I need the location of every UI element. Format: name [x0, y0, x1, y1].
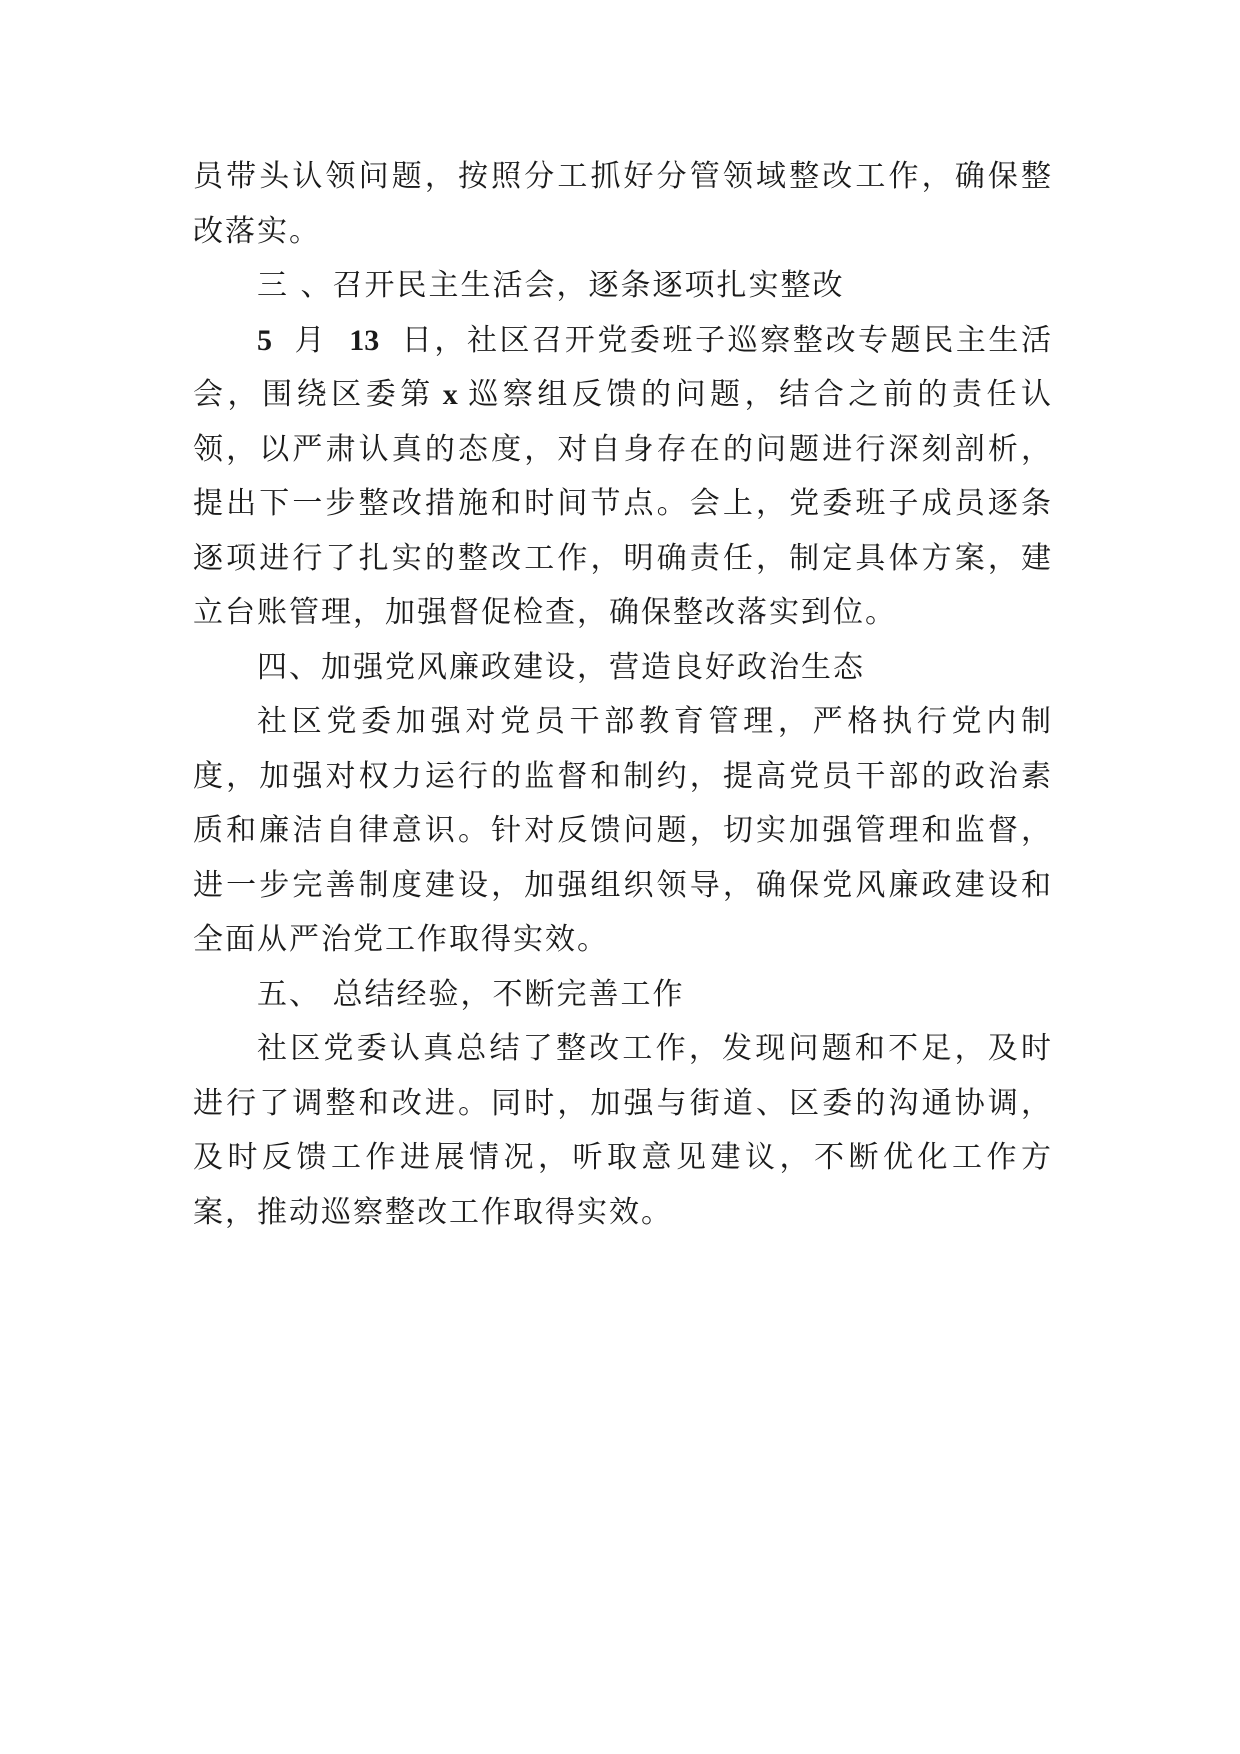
paragraph-text-b: 巡察组反馈的问题，结合之前的责任认领，以严肃认真的态度，对自身存在的问题进行深刻剖析，提出下一步整改措施和时间节点。会上，党委班子成员逐条逐项进行了扎实的整改工作，明确责任，制定具体方案，建立台账管理，加强督促检查，确保整改落实到位。 [193, 377, 1054, 630]
paragraph-section-5: 社区党委认真总结了整改工作，发现问题和不足，及时进行了调整和改进。同时，加强与街道、区委的沟通协调，及时反馈工作进展情况，听取意见建议，不断优化工作方案，推动巡察整改工作取得实效。 [193, 1031, 1053, 1230]
paragraph-text-a: 日，社区召开党委班子巡察整改专题民主生活会，围绕区委第 [193, 322, 1054, 412]
section-heading-3: 三 、召开民主生活会，逐条逐项扎实整改 [257, 268, 845, 303]
section-heading-5: 五、 总结经验，不断完善工作 [257, 976, 685, 1012]
document-body [193, 150, 1053, 1240]
day-number: 13 [349, 323, 380, 357]
month-number: 5 [257, 323, 272, 357]
paragraph-section-4: 社区党委加强对党员干部教育管理，严格执行党内制度，加强对权力运行的监督和制约，提高党员干部的政治素质和廉洁自律意识。针对反馈问题，切实加强管理和监督，进一步完善制度建设，加强组织领导，确保党风廉政建设和全面从严治党工作取得实效。 [193, 704, 1053, 957]
month-label: 月 [294, 322, 328, 358]
section-heading-4: 四、加强党风廉政建设，营造良好政治生态 [257, 649, 865, 685]
paragraph-section-3 [193, 314, 1053, 641]
paragraph-continuation: 员带头认领问题，按照分工抓好分管领域整改工作，确保整改落实。 [193, 159, 1053, 249]
group-number-x: x [442, 378, 458, 411]
